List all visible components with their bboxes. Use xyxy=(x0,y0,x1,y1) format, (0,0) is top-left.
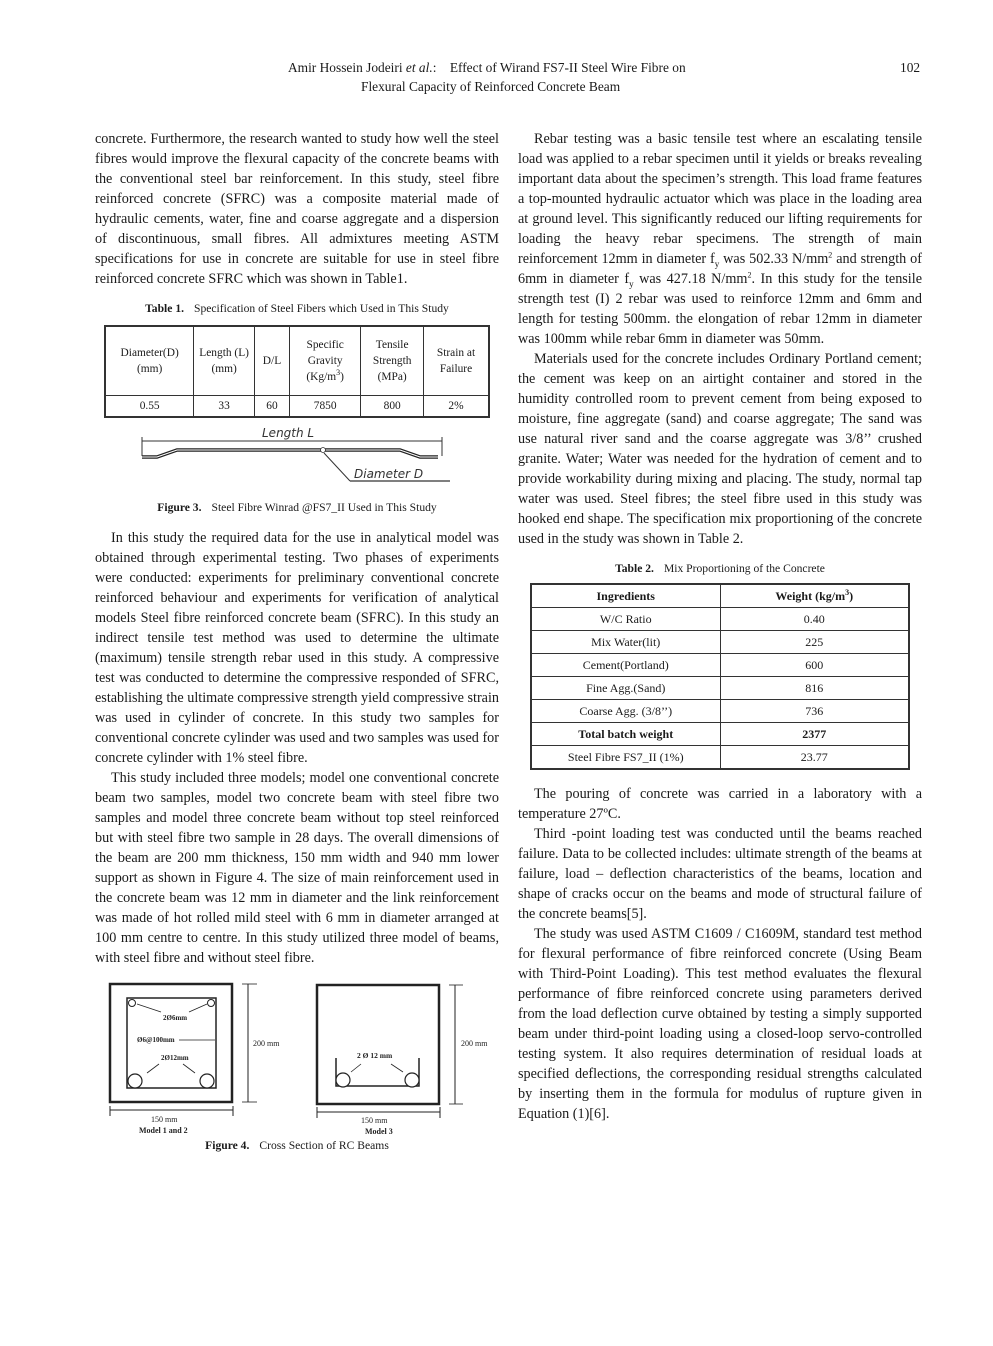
right-paragraph-1 xyxy=(518,129,922,349)
table2-cell: Cement(Portland) xyxy=(531,654,720,677)
table1-cell: 7850 xyxy=(290,396,361,418)
table1-caption xyxy=(95,301,499,317)
table2-cell: Coarse Agg. (3/8’’) xyxy=(531,700,720,723)
header-authors: Amir Hossein Jodeiri xyxy=(288,60,403,75)
left-paragraph-3: This study included three models; model one conventional concrete beam two samples, model two concrete beam with steel fibre two samples and model three concrete beam without top steel reinforced but with steel fibre two sample in 28 days. The overall dimensions of the beam are 200 mm thickness, 150 mm width and 940 mm lower support as shown in Figure 4. The size of main reinforcement used in the concrete beam was 12 mm in diameter and the link reinforcement was made of hot rolled mild steel with 6 mm in diameter arranged at 100 mm centre to centre. In this study utilized three model of beams, with steel fibre and without steel fibre. xyxy=(95,770,499,966)
table2-header-cell xyxy=(720,584,909,608)
header-line-1 xyxy=(288,58,686,77)
model-3-title: Model 3 xyxy=(365,1127,393,1136)
table2-cell: 225 xyxy=(720,631,909,654)
superscript: 2 xyxy=(828,250,833,260)
table2-header-row xyxy=(531,584,909,608)
text-run: Rebar testing was a basic tensile test where an escalating tensile load was applied to a rebar specimen until it yields or breaks revealing important data about the specimen’s strength. This load frame features a top-mounted hydraulic actuator which was place in the loading area at ground level. This significantly reduced our lifting requirements for loading the heavy rebar specimens. The strength of main reinforcement 12mm in diameter f xyxy=(518,131,922,267)
right-paragraph-5: The study was used ASTM C1609 / C1609M, standard test method for flexural performance of fibre reinforced concrete (Using Beam with Third-Point Loading). This test method evaluates the flexural performance of fibre reinforced concrete using parameters derived from the load deflection curve obtained by testing a simply supported beam under third-point loading using a closed-loop servo-controlled testing system. It also requires determination of residual loads at specified deflections, the corresponding residual strengths calculated by inserting them in the formula for modulus of rupture given in Equation (1)[6]. xyxy=(518,926,922,1122)
table-2 xyxy=(530,583,910,770)
top-bars-label: 2Ø6mm xyxy=(163,1014,188,1022)
model-12-title: Model 1 and 2 xyxy=(139,1126,188,1135)
table1-cell: 2% xyxy=(424,396,489,418)
text-run: . In this study for the tensile strength test (I) 2 rebar was used to reinforce 12mm and 6mm and length for testing 500mm. the elongation of rebar 12mm in diameter was 100mm while rebar 6mm in diameter was 50mm. xyxy=(518,271,922,347)
table2-row xyxy=(531,608,909,631)
table1-header-cell: Length (L)(mm) xyxy=(194,326,255,396)
header-title-line-2: Flexural Capacity of Reinforced Concrete Beam xyxy=(361,79,621,94)
table2-header-text: Weight (kg/m xyxy=(775,589,846,603)
table2-cell: Mix Water(lit) xyxy=(531,631,720,654)
table2-cell: Steel Fibre FS7_II (1%) xyxy=(531,746,720,770)
beam-cross-section-drawing xyxy=(99,976,499,1136)
figure4-label: Figure 4. xyxy=(205,1139,250,1152)
left-paragraph-2: In this study the required data for the use in analytical model was obtained through experimental testing. Two phases of experiments were conducted: experiments for preliminary conventional concrete reinforced behaviour and experiments for verification of analytical models Steel fibre reinforced concrete beam (SFRC). In this study an indirect tensile test method was used to determine the ultimate (maximum) tensile strength rebar used in this study. A compressive test was conducted to determine the compressive responded of SFRC, establishing the ultimate compressive strength yield compressive strain was used in cylinder of concrete. In this study two samples for conventional concrete cylinder was used and two samples was used for concrete cylinder with 1% steel fibre. xyxy=(95,530,499,766)
table1-header-cell xyxy=(290,326,361,396)
subscript: y xyxy=(714,258,720,269)
bottom-bars-label: 2Ø12mm xyxy=(161,1054,189,1062)
table2-row xyxy=(531,631,909,654)
text-run: was 502.33 N/mm xyxy=(719,251,829,267)
table2-row xyxy=(531,677,909,700)
table1-cell: 60 xyxy=(254,396,289,418)
table2-caption-text: Mix Proportioning of the Concrete xyxy=(663,562,825,575)
figure4-caption xyxy=(95,1138,499,1154)
width-label: 150 mm xyxy=(151,1115,178,1124)
right-paragraph-2: Materials used for the concrete includes Ordinary Portland cement; the cement was keep on an airtight container and stored in the humidity controlled room to prevent cement from being exposed to moisture, fine aggregate (sand) and coarse aggregate; The sand was use natural river sand and the coarse aggregate was 3/8’’ crushed granite. Water; Water was needed for the hydration of cement and to provide workability during mixing and placing. The study, normal tap water was used. Steel fibres; the steel fibre used in this study was hooked end shape. The specification mix proportioning of the concrete used in the study was shown in Table 2. xyxy=(518,351,922,547)
superscript: 2 xyxy=(747,270,752,280)
table2-cell: Total batch weight xyxy=(531,723,720,746)
table1-cell: 0.55 xyxy=(105,396,194,418)
table2-row xyxy=(531,700,909,723)
table2-row xyxy=(531,746,909,770)
table1-header-cell: Diameter(D) (mm) xyxy=(105,326,194,396)
table2-cell: 2377 xyxy=(720,723,909,746)
table2-header-cell: Ingredients xyxy=(531,584,720,608)
table2-cell: 0.40 xyxy=(720,608,909,631)
table2-cell: 816 xyxy=(720,677,909,700)
diameter-label: Diameter D xyxy=(354,467,424,481)
table2-cell: 600 xyxy=(720,654,909,677)
table2-label: Table 2. xyxy=(615,562,654,575)
header-et-al: et al. xyxy=(405,60,433,75)
right-paragraph-4: Third -point loading test was conducted until the beams reached failure. Data to be collected includes: ultimate strength of the beams at failure, load – deflection characteristics of the beams, location and shape of cracks occur on the beams and mode of structural failure of the concrete beams[5]. xyxy=(518,826,922,922)
model3-height-label: 200 mm xyxy=(461,1039,488,1048)
table1-label: Table 1. xyxy=(145,302,185,315)
table1-data-row xyxy=(105,396,489,418)
figure4-caption-text: Cross Section of RC Beams xyxy=(259,1139,389,1152)
paren: ) xyxy=(340,371,344,383)
figure3-caption-text: Steel Fibre Winrad @FS7_II Used in This Study xyxy=(211,501,437,514)
figure3-caption xyxy=(95,500,499,516)
header-colon: : xyxy=(432,60,437,75)
links-label: Ø6@100mm xyxy=(137,1036,175,1044)
table2-row-total xyxy=(531,723,909,746)
table2-cell: Fine Agg.(Sand) xyxy=(531,677,720,700)
table1-cell: 800 xyxy=(361,396,424,418)
table2-cell: 23.77 xyxy=(720,746,909,770)
table1-cell: 33 xyxy=(194,396,255,418)
figure-4-cross-sections xyxy=(99,976,495,1136)
table2-row xyxy=(531,654,909,677)
left-paragraph-1: concrete. Furthermore, the research wanted to study how well the steel fibres would improve the flexural capacity of the concrete beams with the conventional steel bar reinforcement. In this study, steel fibre reinforced concrete (SFRC) was a composite material made of hydraulic cements, water, fine and coarse aggregate and a dispersion of discontinuous, small fibres. All admixtures meeting ASTM specifications for use in concrete are suitable for use in steel fibre reinforced concrete SFRC which was shown in Table1. xyxy=(95,131,499,287)
right-column xyxy=(518,129,922,1124)
superscript: 3 xyxy=(336,368,341,378)
right-paragraph-3: The pouring of concrete was carried in a laboratory with a temperature 27ºC. xyxy=(518,786,922,822)
paren: ) xyxy=(849,589,854,603)
header-title-line-1: Effect of Wirand FS7-II Steel Wire Fibre on xyxy=(449,60,686,75)
model3-width-label: 150 mm xyxy=(361,1116,388,1125)
table1-header-row xyxy=(105,326,489,396)
table1-header-text: Specific Gravity (Kg/m xyxy=(306,339,344,383)
length-label: Length L xyxy=(262,426,315,440)
figure-3-steel-fibre-diagram xyxy=(132,426,462,494)
model3-bottom-bars-label: 2 Ø 12 mm xyxy=(357,1051,393,1060)
text-run: was 427.18 N/mm xyxy=(633,271,748,287)
left-column xyxy=(95,129,499,1154)
height-label: 200 mm xyxy=(253,1039,280,1048)
steel-fibre-drawing xyxy=(132,426,462,494)
table2-cell: 736 xyxy=(720,700,909,723)
table-1 xyxy=(104,325,490,418)
table2-cell: W/C Ratio xyxy=(531,608,720,631)
table1-header-cell: Strain at Failure xyxy=(424,326,489,396)
table1-header-cell: Tensile Strength (MPa) xyxy=(361,326,424,396)
subscript: y xyxy=(629,278,634,289)
superscript: 3 xyxy=(845,588,850,597)
table1-header-cell: D/L xyxy=(254,326,289,396)
figure3-label: Figure 3. xyxy=(157,501,202,514)
page-number: 102 xyxy=(900,60,921,75)
table2-caption xyxy=(518,561,922,577)
table1-caption-text: Specification of Steel Fibers which Used in This Study xyxy=(194,302,449,315)
text-run: and strength of 6mm in diameter f xyxy=(518,251,922,287)
